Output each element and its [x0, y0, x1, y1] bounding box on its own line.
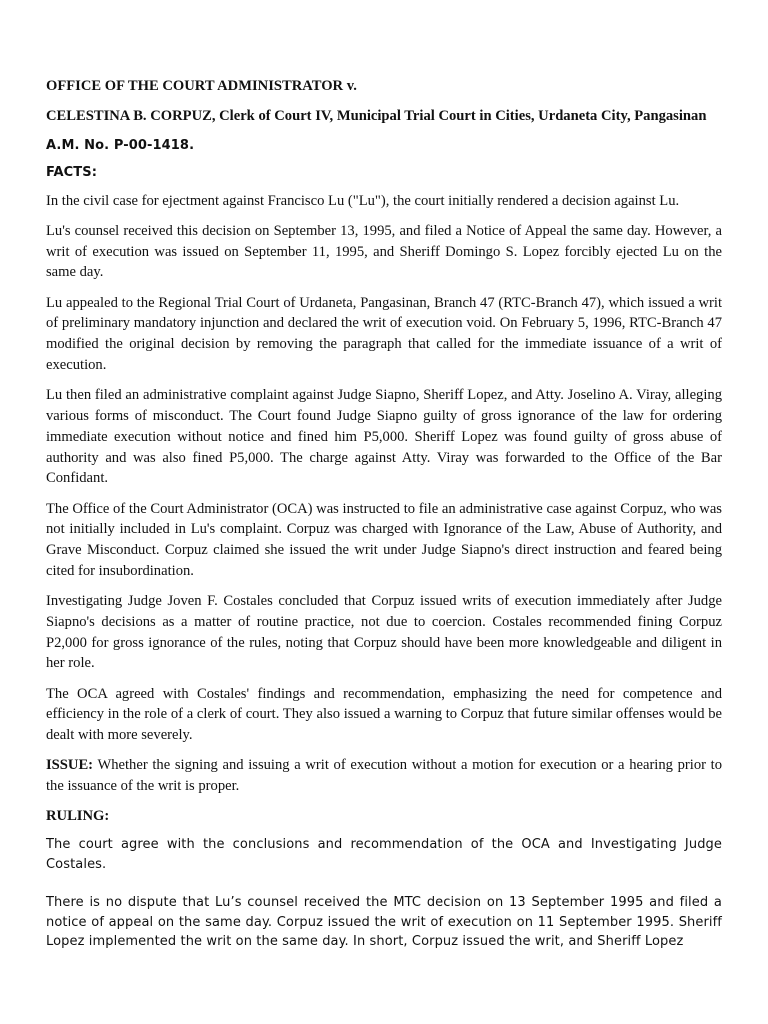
facts-paragraph-1: In the civil case for ejectment against Francisco Lu ("Lu"), the court initially rendered a decision against Lu.: [46, 192, 680, 209]
facts-paragraph-7: The OCA agreed with Costales' findings and recommendation, emphasizing the need for competence and efficiency in the role of a clerk of court. They also issued a warning to Corpuz that future similar offenses would be dealt with more severely.: [46, 685, 722, 744]
ruling-paragraph-1: The court agree with the conclusions and recommendation of the OCA and Investigating Judge Costales.: [46, 837, 722, 872]
respondent-caption: CELESTINA B. CORPUZ, Clerk of Court IV, Municipal Trial Court in Cities, Urdaneta City, Pangasinan: [46, 107, 707, 124]
issue-text: Whether the signing and issuing a writ of execution without a motion for execution or a hearing prior to the issuance of the writ is proper.: [46, 757, 722, 795]
facts-paragraph-2: Lu's counsel received this decision on September 13, 1995, and filed a Notice of Appeal the same day. However, a writ of execution was issued on September 11, 1995, and Sheriff Domingo S. Lopez forcibly ejected Lu on the same day.: [46, 222, 722, 281]
facts-paragraph-3: Lu appealed to the Regional Trial Court of Urdaneta, Pangasinan, Branch 47 (RTC-Branch 47), which issued a writ of preliminary mandatory injunction and declared the writ of execution void. On February 5, 1996, RTC-Branch 47 modified the original decision by removing the paragraph that called for the immediate issuance of a writ of execution.: [46, 294, 722, 373]
facts-paragraph-4: Lu then filed an administrative complaint against Judge Siapno, Sheriff Lopez, and Atty. Joselino A. Viray, alleging various forms of misconduct. The Court found Judge Siapno guilty of gross ignorance of the law for ordering immediate execution without notice and fined him P5,000. Sheriff Lopez was found guilty of gross abuse of authority and was also fined P5,000. The charge against Atty. Viray was forwarded to the Office of the Bar Confidant.: [46, 387, 722, 487]
facts-paragraph-6: Investigating Judge Joven F. Costales concluded that Corpuz issued writs of execution immediately after Judge Siapno's decisions as a matter of routine practice, not due to coercion. Costales recommended fining Corpuz P2,000 for gross ignorance of the rules, noting that Corpuz should have been more knowledgeable and diligent in her role.: [46, 593, 722, 672]
case-title: OFFICE OF THE COURT ADMINISTRATOR v.: [46, 78, 357, 94]
issue-paragraph: [46, 755, 722, 797]
case-number: A.M. No. P-00-1418.: [46, 137, 195, 153]
issue-label: ISSUE:: [46, 757, 94, 774]
document-page: [46, 76, 722, 961]
ruling-heading: RULING:: [46, 808, 110, 825]
facts-paragraph-5: The Office of the Court Administrator (OCA) was instructed to file an administrative case against Corpuz, who was not initially included in Lu's complaint. Corpuz was charged with Ignorance of the Law, Abuse of Authority, and Grave Misconduct. Corpuz claimed she issued the writ under Judge Siapno's direct instruction and feared being cited for insubordination.: [46, 500, 722, 579]
facts-heading: FACTS:: [46, 165, 98, 181]
ruling-paragraph-2: There is no dispute that Lu’s counsel received the MTC decision on 13 September 1995 and filed a notice of appeal on the same day. Corpuz issued the writ of execution on 11 September 1995. Sheriff Lopez implemented the writ on the same day. In short, Corpuz issued the writ, and Sheriff Lopez: [46, 895, 722, 950]
